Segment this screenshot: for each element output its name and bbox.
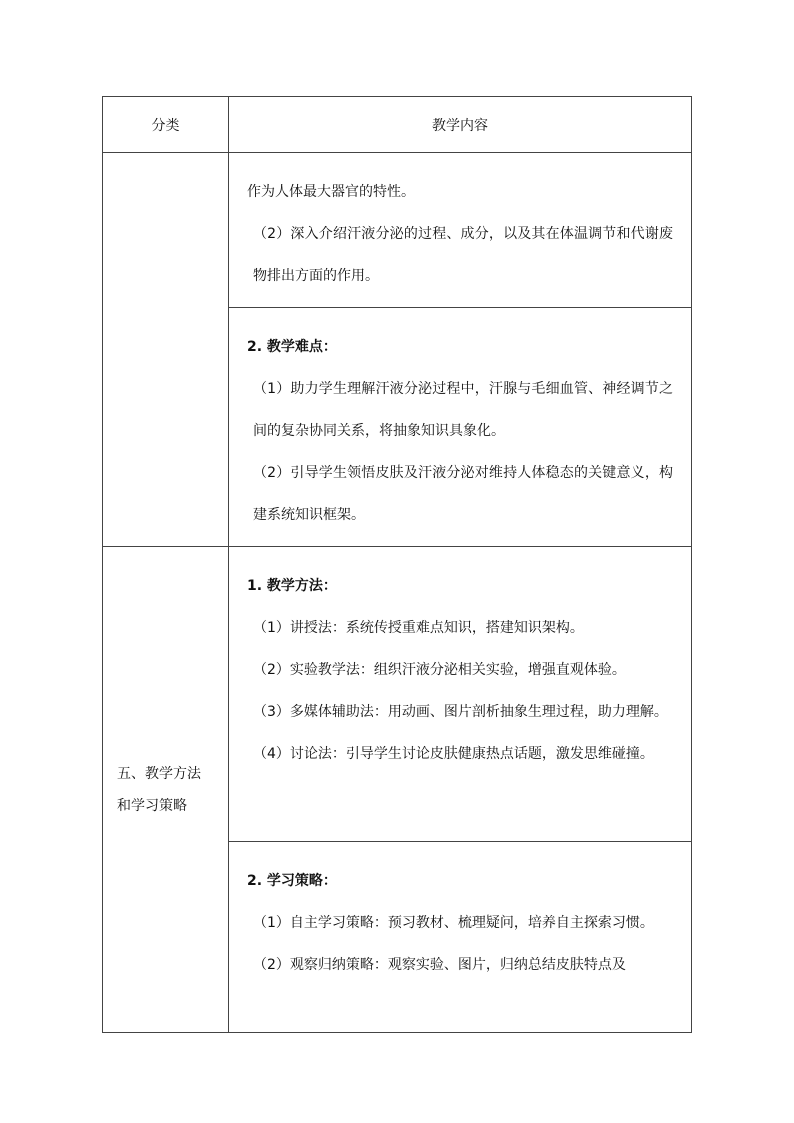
text-line: （1）讲授法：系统传授重难点知识，搭建知识架构。: [253, 620, 584, 636]
content-cell-teaching-methods: [229, 547, 692, 842]
content-cell-key-points-cont: [229, 153, 692, 308]
text-line: 作为人体最大器官的特性。: [247, 184, 415, 200]
text-line: （4）讨论法：引导学生讨论皮肤健康热点话题，激发思维碰撞。: [253, 746, 654, 762]
text-line: （2）观察归纳策略：观察实验、图片，归纳总结皮肤特点及: [253, 957, 626, 973]
table-row: [103, 153, 692, 308]
category-cell-empty: [103, 153, 229, 547]
content-cell-difficulties: [229, 308, 692, 547]
text-line: （3）多媒体辅助法：用动画、图片剖析抽象生理过程，助力理解。: [253, 704, 668, 720]
header-row: [103, 97, 692, 153]
text-line: （2）深入介绍汗液分泌的过程、成分，以及其在体温调节和代谢废物排出方面的作用。: [253, 226, 673, 284]
section-title: 2. 教学难点：: [247, 339, 337, 355]
text-line: （2）引导学生领悟皮肤及汗液分泌对维持人体稳态的关键意义，构建系统知识框架。: [253, 465, 673, 523]
text-line: （2）实验教学法：组织汗液分泌相关实验，增强直观体验。: [253, 662, 626, 678]
content-table: [102, 96, 692, 1033]
category-label-line1: 五、教学方法: [117, 765, 201, 782]
category-cell-methods: [103, 547, 229, 1033]
content-cell-learning-strategies: [229, 842, 692, 1033]
section-title: 1. 教学方法：: [247, 578, 337, 594]
category-label-line2: 和学习策略: [117, 797, 187, 814]
table-row: [103, 547, 692, 842]
header-content: 教学内容: [229, 97, 692, 153]
text-line: （1）自主学习策略：预习教材、梳理疑问，培养自主探索习惯。: [253, 915, 654, 931]
text-line: （1）助力学生理解汗液分泌过程中，汗腺与毛细血管、神经调节之间的复杂协同关系，将抽象知识具象化。: [253, 381, 673, 439]
section-title: 2. 学习策略：: [247, 873, 337, 889]
header-category: 分类: [103, 97, 229, 153]
